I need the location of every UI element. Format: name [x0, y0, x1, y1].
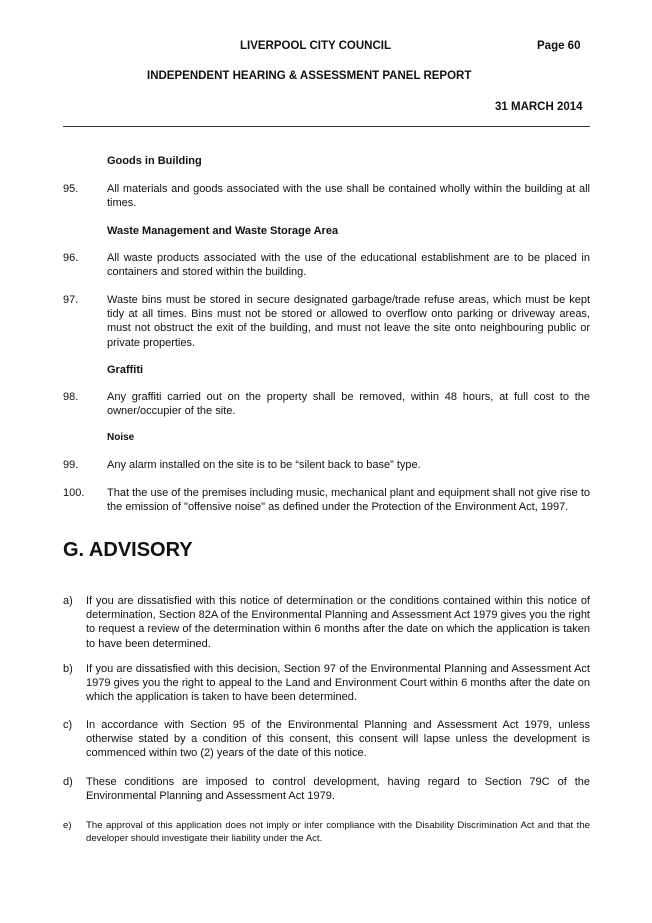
condition-text: Any graffiti carried out on the property shall be removed, within 48 hours, at full cost to the owner/occupier of the site. — [107, 391, 590, 418]
advisory-title: G. ADVISORY — [63, 539, 193, 561]
condition-number: 95. — [63, 183, 79, 195]
condition-item — [63, 251, 590, 279]
council-name: LIVERPOOL CITY COUNCIL — [240, 40, 392, 52]
advisory-letter: c) — [63, 719, 73, 731]
advisory-item — [63, 775, 590, 803]
noise-heading: Noise — [107, 432, 135, 443]
advisory-text: In accordance with Section 95 of the Environmental Planning and Assessment Act 1979, unless otherwise stated by a condition of this consent, this consent will lapse unless the development is commenced within two (2) years of the date of this notice. — [86, 719, 590, 760]
advisory-letter: d) — [63, 776, 73, 788]
header-divider — [63, 126, 590, 127]
advisory-text: These conditions are imposed to control development, having regard to Section 79C of the Environmental Planning and Assessment Act 1979. — [86, 776, 590, 803]
condition-number: 96. — [63, 252, 79, 264]
waste-heading: Waste Management and Waste Storage Area — [107, 225, 339, 237]
condition-item — [63, 458, 590, 472]
condition-number: 100. — [63, 487, 85, 499]
advisory-text: If you are dissatisfied with this notice of determination or the conditions contained within this notice of determination, Section 82A of the Environmental Planning and Assessment Act 1979 gives you the right to request a review of the determination within 6 months after the date on which the application is taken to have been determined. — [86, 595, 590, 650]
condition-number: 98. — [63, 391, 79, 403]
condition-text: All materials and goods associated with the use shall be contained wholly within the building at all times. — [107, 183, 590, 210]
condition-text: That the use of the premises including music, mechanical plant and equipment shall not give rise to the emission of "offensive noise" as defined under the Protection of the Environment Act, 1997. — [107, 487, 590, 514]
advisory-item — [63, 718, 590, 761]
condition-number: 97. — [63, 294, 79, 306]
advisory-letter: b) — [63, 663, 73, 675]
advisory-text: The approval of this application does not imply or infer compliance with the Disability Discrimination Act and that the developer should investigate their liability under the Act. — [86, 820, 590, 844]
condition-text: All waste products associated with the use of the educational establishment are to be placed in containers and stored within the building. — [107, 252, 590, 279]
condition-item — [63, 390, 590, 418]
advisory-item — [63, 662, 590, 705]
advisory-letter: a) — [63, 595, 73, 607]
condition-number: 99. — [63, 459, 79, 471]
advisory-item — [63, 819, 590, 845]
condition-item — [63, 486, 590, 514]
condition-item — [63, 293, 590, 350]
page-number: Page 60 — [537, 40, 581, 52]
graffiti-heading: Graffiti — [107, 364, 144, 376]
report-title: INDEPENDENT HEARING & ASSESSMENT PANEL REPORT — [147, 70, 472, 82]
goods-heading: Goods in Building — [107, 155, 202, 167]
advisory-letter: e) — [63, 820, 72, 831]
condition-text: Any alarm installed on the site is to be “silent back to base” type. — [107, 459, 421, 471]
condition-text: Waste bins must be stored in secure designated garbage/trade refuse areas, which must be kept tidy at all times. Bins must not be stored or allowed to overflow onto parking or driveway areas, must not obstruct the exit of the building, and must not leave the site onto neighbouring public or private properties. — [107, 294, 590, 349]
advisory-text: If you are dissatisfied with this decision, Section 97 of the Environmental Planning and Assessment Act 1979 gives you the right to appeal to the Land and Environment Court within 6 months after the date on which the application is taken to have been determined. — [86, 663, 590, 704]
report-date: 31 MARCH 2014 — [495, 101, 583, 113]
condition-item — [63, 182, 590, 210]
advisory-item — [63, 594, 590, 651]
